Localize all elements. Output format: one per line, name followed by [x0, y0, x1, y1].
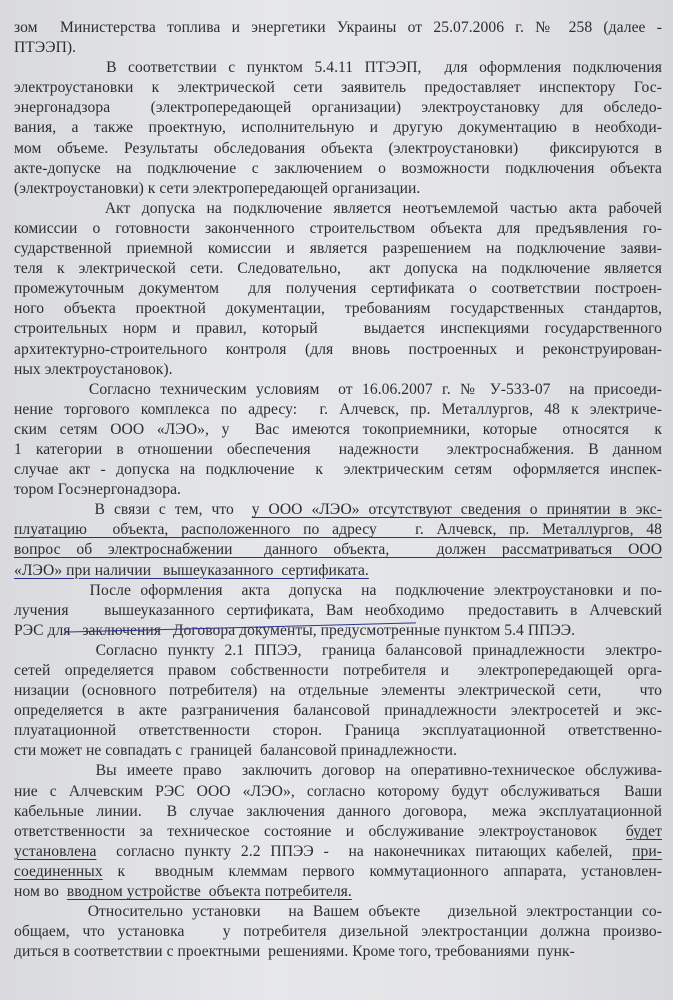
underlined-phrase: «ЛЭО» при наличии вышеуказанного сертификата.	[14, 561, 369, 579]
text-line: После оформления акта допуска на подключение электроустановки и по-	[14, 581, 662, 599]
text-line: комиссии о готовности законченного строительством объекта для предъявления го-	[14, 219, 662, 237]
underlined-phrase: установлена	[14, 842, 97, 860]
text-line: строительных норм и правил, который выдается инспекциями государственного	[14, 320, 662, 338]
text-line: диться в соответствии с проектными решениями. Кроме того, требованиями пунк-	[14, 943, 575, 961]
text-line: сетей определяется правом собственности потребителя и электропередающей орга-	[14, 662, 662, 679]
underlined-phrase: при-	[632, 842, 662, 860]
text-line: акте-допуске на подключение с заключением о возможности подключения объекта	[14, 159, 662, 177]
text-line: кабельные линии. В случае заключения данного договора, межа эксплуатационной	[14, 802, 662, 820]
text-line: мом объеме. Результаты обследования объекта (электроустановки) фиксируются в	[14, 139, 662, 157]
text-line: нение торгового комплекса по адресу: г. Алчевск, пр. Металлургов, 48 к электриче-	[14, 400, 662, 418]
text-line: ного объекта проектной документации, требованиям государственных стандартов,	[14, 300, 662, 318]
text-line: РЭС для заключения Договора документы, предусмотренные пунктом 5.4 ППЭЭ.	[14, 621, 576, 639]
text-line: теля к электрической сети. Следовательно, акт допуска на подключение является	[14, 260, 662, 278]
underlined-phrase: будет	[625, 822, 662, 840]
text-line: В связи с тем, что у ООО «ЛЭО» отсутствуют сведения о принятии в экс-	[14, 501, 662, 519]
text-line: Согласно пункту 2.1 ППЭЭ, граница балансовой принадлежности электро-	[14, 641, 662, 659]
underlined-phrase: плуатацию объекта, расположенного по адресу г. Алчевск, пр. Металлургов, 48	[14, 521, 662, 539]
text-line: плуатационной ответственности сторон. Граница эксплуатационной ответственно-	[14, 722, 662, 740]
text-line: соединенных к вводным клеммам первого коммутационного аппарата, установлен-	[14, 862, 662, 880]
text-line: ответственности за техническое состояние и обслуживание электроустановок будет	[14, 822, 662, 840]
text-line: сти может не совпадать с границей балансовой принадлежности.	[14, 742, 458, 760]
text-line: ном во вводном устройстве объекта потребителя.	[14, 883, 352, 901]
text-line: ние с Алчевским РЭС ООО «ЛЭО», согласно которому будут обслуживаться Ваши	[14, 782, 662, 800]
text-line: вания, а также проектную, исполнительную и другую документацию в необходи-	[14, 119, 662, 137]
text-line: электроустановки к электрической сети заявитель предоставляет инспектору Гос-	[14, 79, 662, 97]
underlined-phrase: вводном устройстве объекта потребителя.	[66, 883, 352, 901]
text-line: энергонадзора (электропередающей организации) электроустановку для обследо-	[14, 99, 662, 117]
text-line: ных электроустановок).	[14, 360, 173, 378]
letter-body	[14, 18, 662, 962]
text-line: Вы имеете право заключить договор на оперативно-техническое обслужива-	[14, 762, 662, 780]
text-line: тором Госэнергонадзора.	[14, 481, 181, 499]
text-line	[14, 540, 662, 560]
text-line: лучения вышеуказанного сертификата, Вам необходимо предоставить в Алчевский	[14, 601, 662, 619]
text-line: 1 категории в отношении обеспечения надежности электроснабжения. В данном	[14, 440, 662, 458]
text-line: общаем, что установка у потребителя дизельной электростанции должна произво-	[14, 923, 662, 941]
text-line	[14, 561, 662, 581]
text-line: случае акт - допуска на подключение к электрическим сетям оформляется инспек-	[14, 461, 662, 479]
text-line: В соответствии с пунктом 5.4.11 ПТЭЭП, для оформления подключения	[14, 59, 662, 77]
text-line: низации (основного потребителя) на отдельные элементы электрической сети, что	[14, 682, 662, 700]
underlined-phrase: соединенных	[14, 862, 103, 880]
underlined-phrase: у ООО «ЛЭО» отсутствуют сведения о принятии в экс-	[251, 501, 662, 519]
text-line: архитектурно-строительного контроля (для вновь построенных и реконструирован-	[14, 340, 662, 358]
text-line: Акт допуска на подключение является неотъемлемой частью акта рабочей	[14, 199, 662, 217]
text-line: зом Министерства топлива и энергетики Украины от 25.07.2006 г. № 258 (далее -	[14, 19, 662, 36]
text-line: промежуточным документом для получения сертификата о соответствии построен-	[14, 280, 662, 298]
text-line: Согласно техническим условиям от 16.06.2007 г. № У-533-07 на присоеди-	[14, 380, 662, 398]
text-line: сударственной приемной комиссии и является разрешением на подключение заяви-	[14, 240, 662, 258]
text-line: ским сетям ООО «ЛЭО», у Вас имеются токоприемники, которые относятся к	[14, 420, 662, 438]
text-line: (электроустановки) к сети электропередающей организации.	[14, 179, 421, 197]
text-line: установлена согласно пункту 2.2 ППЭЭ - на наконечниках питающих кабелей, при-	[14, 842, 662, 860]
text-line: ПТЭЭП).	[14, 39, 77, 57]
text-line: определяется в акте разграничения балансовой принадлежности электросетей и экс-	[14, 702, 662, 720]
text-line: Относительно установки на Вашем объекте дизельной электростанции со-	[14, 903, 662, 921]
underlined-phrase: вопрос об электроснабжении данного объекта, должен рассматриваться ООО	[14, 541, 662, 559]
text-line	[14, 520, 662, 540]
